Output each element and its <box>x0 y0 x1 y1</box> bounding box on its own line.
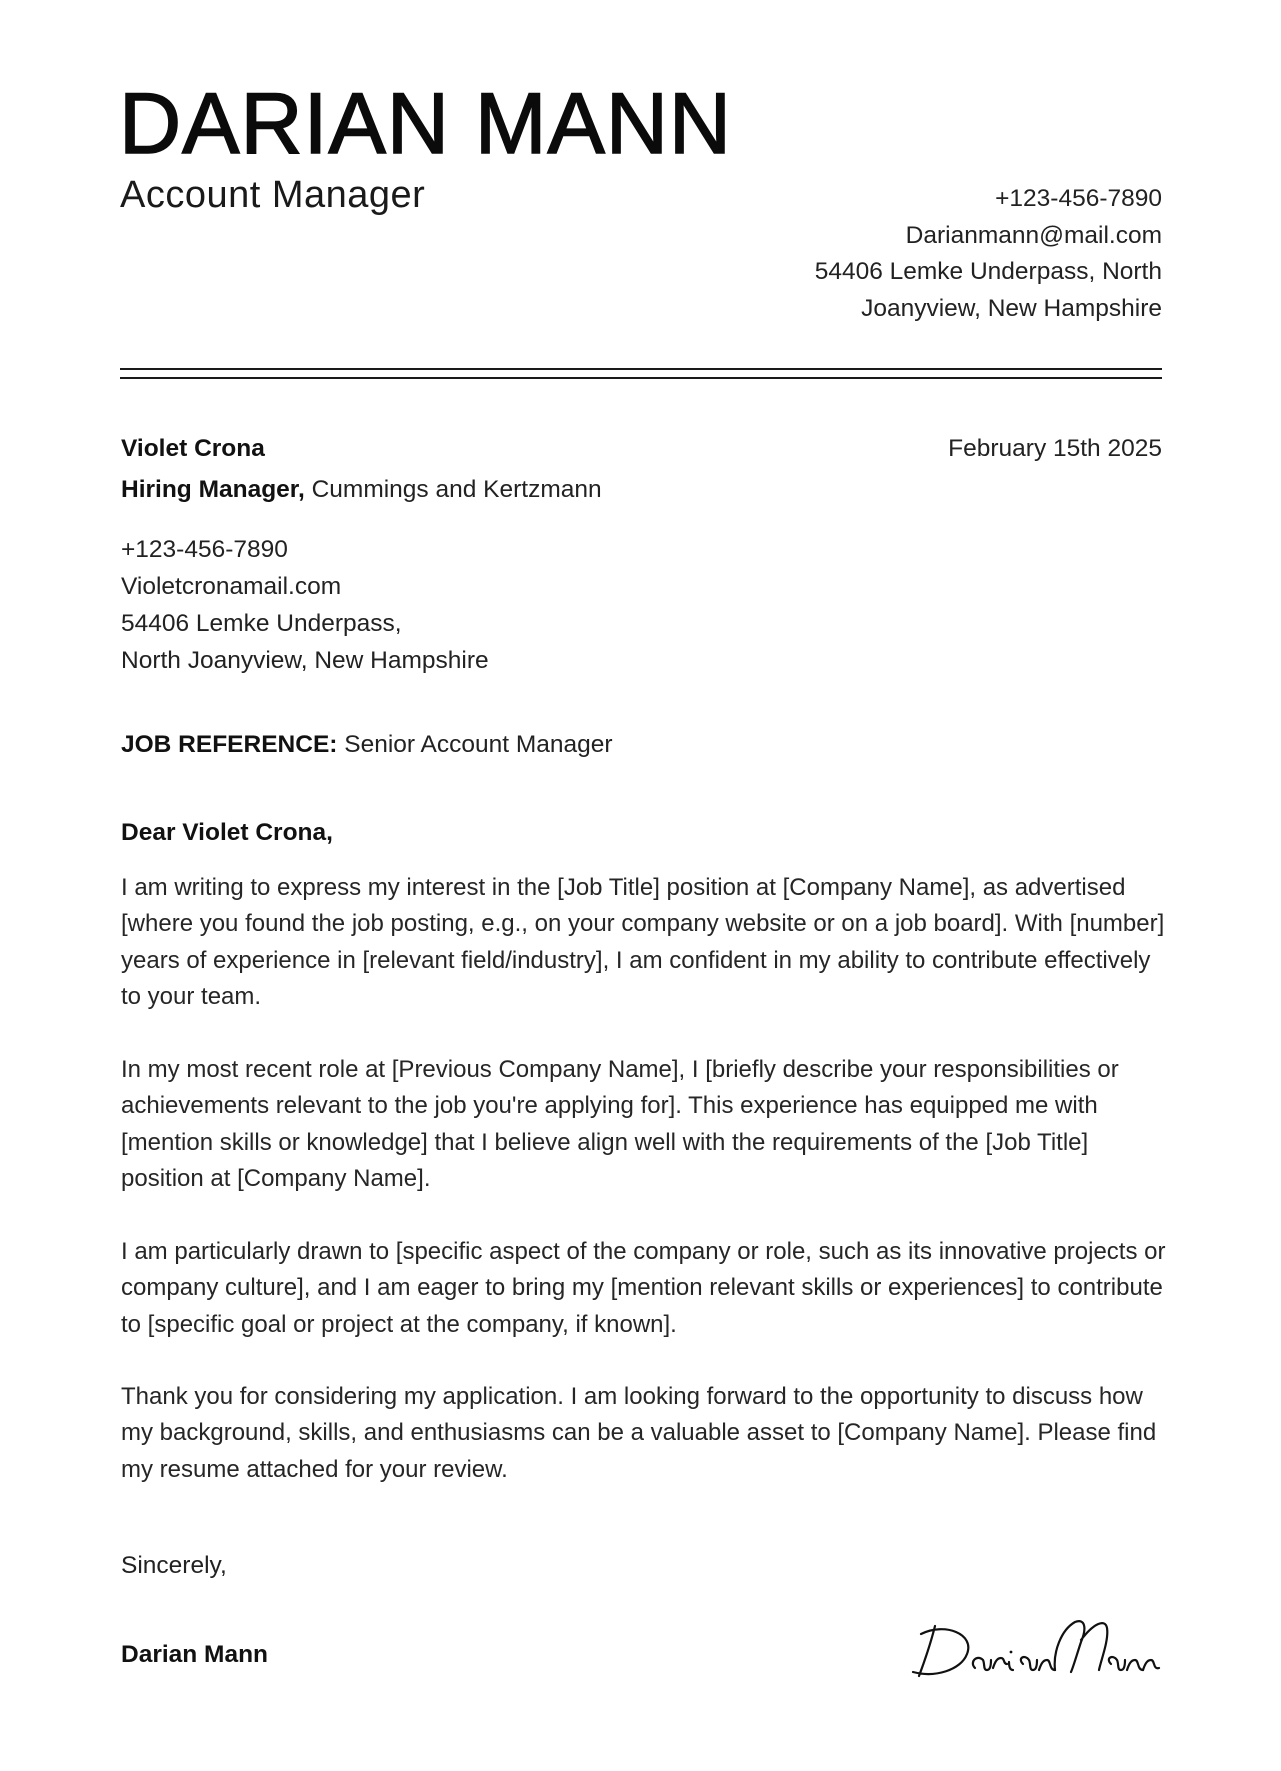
header-divider-bottom <box>120 377 1162 379</box>
letter-paragraph-3: I am particularly drawn to [specific aspect of the company or role, such as its innovative projects or company culture], and I am eager to bring my [mention relevant skills or experiences] to contribute to [specific goal or project at the company, if known]. <box>121 1238 1166 1338</box>
letter-date: February 15th 2025 <box>948 435 1162 462</box>
recipient-block <box>121 428 602 510</box>
applicant-job-title: Account Manager <box>120 174 426 216</box>
signer-name: Darian Mann <box>121 1641 269 1668</box>
recipient-contact-block <box>121 531 489 679</box>
applicant-contact-block <box>815 181 1162 328</box>
recipient-email: Violetcronamail.com <box>121 573 342 600</box>
applicant-address-line1: 54406 Lemke Underpass, North <box>814 258 1162 286</box>
closing: Sincerely, <box>121 1552 227 1579</box>
recipient-name: Violet Crona <box>121 435 265 462</box>
recipient-role: Hiring Manager, <box>121 476 305 503</box>
recipient-phone: +123-456-7890 <box>121 536 288 563</box>
letter-paragraph-4: Thank you for considering my application. I am looking forward to the opportunity to discuss how my background, skills, and enthusiasms can be a valuable asset to [Company Name]. Please find my resume attached for your review. <box>121 1383 1157 1483</box>
job-reference-label: JOB REFERENCE: <box>121 731 338 758</box>
letter-paragraph-1: I am writing to express my interest in the [Job Title] position at [Company Name], as advertised [where you found the job posting, e.g., on your company website or on a job board]. With [number] years of experience in [relevant field/industry], I am confident in my ability to contribute effectively to your team. <box>121 874 1165 1010</box>
header-divider-top <box>120 368 1162 370</box>
applicant-address-line2: Joanyview, New Hampshire <box>861 295 1162 323</box>
letter-paragraph-2: In my most recent role at [Previous Company Name], I [briefly describe your responsibilities or achievements relevant to the job you're applying for]. This experience has equipped me with [mention skills or knowledge] that I believe align well with the requirements of the [Job Title] position at [Company Name]. <box>121 1056 1119 1192</box>
recipient-address-line1: 54406 Lemke Underpass, <box>121 610 402 637</box>
applicant-email: Darianmann@mail.com <box>905 221 1162 249</box>
job-reference-value: Senior Account Manager <box>337 731 613 758</box>
applicant-phone: +123-456-7890 <box>995 185 1162 212</box>
recipient-address-line2: North Joanyview, New Hampshire <box>121 647 489 674</box>
recipient-company: Cummings and Kertzmann <box>304 476 602 503</box>
recipient-role-line <box>121 469 602 510</box>
job-reference <box>121 727 613 763</box>
handwritten-signature <box>905 1612 1165 1692</box>
applicant-name: DARIAN MANN <box>119 76 733 172</box>
salutation: Dear Violet Crona, <box>121 819 333 846</box>
